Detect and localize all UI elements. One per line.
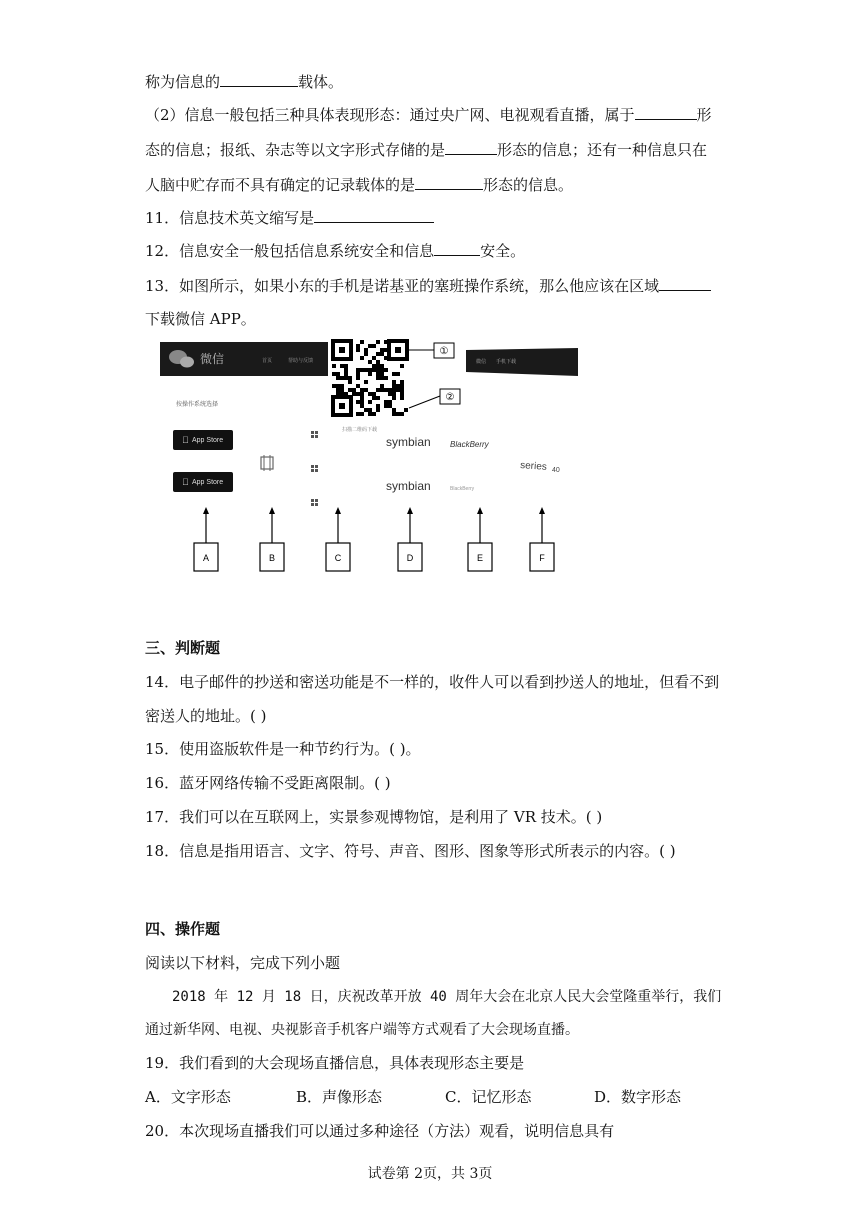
answer-blank[interactable]	[659, 276, 711, 291]
arrow-head-icon	[203, 507, 209, 514]
q19-option-a[interactable]: A．文字形态	[145, 1088, 231, 1106]
q10-line-2	[145, 104, 712, 126]
answer-blank[interactable]	[434, 241, 480, 256]
q10-line-4	[145, 174, 573, 196]
q10-line-1-text-a: 称为信息的	[145, 73, 221, 91]
q10-line-1-text-b: 载体。	[298, 73, 344, 91]
arrow-head-icon	[539, 507, 545, 514]
series-sub-label: 40	[552, 467, 560, 474]
choose-os-label: 按操作系统选择	[176, 402, 219, 408]
area-label-c: C	[334, 553, 342, 563]
q19: 19．我们看到的大会现场直播信息，具体表现形态主要是	[145, 1054, 525, 1072]
q14-line-1: 14．电子邮件的抄送和密送功能是不一样的，收件人可以看到抄送人的地址，但看不到	[145, 673, 720, 691]
answer-blank[interactable]	[445, 140, 497, 155]
q19-option-c[interactable]: C．记忆形态	[445, 1088, 532, 1106]
q10-line-4-text-a: 人脑中贮存而不具有确定的记录载体的是	[145, 176, 416, 194]
nav-item-help: 帮助与反馈	[288, 358, 314, 364]
arrow-head-icon	[335, 507, 341, 514]
area-label-e: E	[476, 553, 484, 563]
q15: 15．使用盗版软件是一种节约行为。( )。	[145, 740, 421, 758]
answer-blank[interactable]	[220, 72, 298, 87]
page-footer: 试卷第 2页，共 3页	[367, 1166, 493, 1182]
apple-icon	[182, 477, 189, 487]
section-title-judgment: 三、判断题	[145, 639, 221, 657]
right-bar-text-1: 微信	[476, 359, 487, 365]
appstore-text-2: App Store	[192, 479, 224, 486]
windows-icon	[311, 465, 318, 472]
q18: 18．信息是指用语言、文字、符号、声音、图形、图象等形式所表示的内容。( )	[145, 842, 676, 860]
q20: 20．本次现场直播我们可以通过多种途径（方法）观看，说明信息具有	[145, 1122, 615, 1140]
header-title: 微信	[200, 352, 225, 366]
android-icon	[261, 455, 273, 471]
appstore-text-1: App Store	[192, 437, 224, 444]
q11	[145, 207, 434, 229]
q12-text-a: 12．信息安全一般包括信息系统安全和信息	[145, 242, 435, 260]
arrow-head-icon	[477, 507, 483, 514]
area-label-a: A	[202, 553, 210, 563]
callout-label-2: ②	[445, 392, 455, 403]
callout-label-1: ①	[439, 346, 449, 357]
q16: 16．蓝牙网络传输不受距离限制。( )	[145, 774, 391, 792]
answer-blank[interactable]	[314, 208, 434, 223]
wechat-download-figure	[160, 338, 588, 580]
qr-code-icon	[332, 340, 408, 416]
right-bar-text-2: 手机下载	[496, 359, 517, 365]
q10-line-2-text-a: （2）信息一般包括三种具体表现形态：通过央广网、电视观看直播，属于	[145, 106, 635, 124]
answer-blank[interactable]	[635, 105, 697, 120]
arrow-head-icon	[407, 507, 413, 514]
q14-line-2: 密送人的地址。( )	[145, 707, 267, 725]
q19-option-b[interactable]: B．声像形态	[296, 1088, 383, 1106]
q19-option-d[interactable]: D．数字形态	[594, 1088, 682, 1106]
series-label: series	[519, 460, 548, 473]
material-line-2: 通过新华网、电视、央视影音手机客户端等方式观看了大会现场直播。	[145, 1022, 579, 1038]
windows-icon	[311, 431, 318, 438]
q10-line-3	[145, 139, 707, 161]
q17: 17．我们可以在互联网上，实景参观博物馆，是利用了 VR 技术。( )	[145, 808, 603, 826]
area-label-d: D	[406, 553, 414, 563]
area-label-b: B	[268, 553, 276, 563]
q10-line-3-text-a: 态的信息；报纸、杂志等以文字形式存储的是	[145, 141, 446, 159]
callout-arrow-2	[409, 396, 440, 408]
area-label-f: F	[539, 553, 545, 563]
material-line-1: 2018 年 12 月 18 日，庆祝改革开放 40 周年大会在北京人民大会堂隆重举行，我们	[172, 989, 722, 1005]
q10-line-4-text-b: 形态的信息。	[483, 176, 574, 194]
q13-line-1	[145, 275, 711, 297]
symbian-label-1: symbian	[386, 435, 431, 449]
nav-item-home: 首页	[262, 358, 273, 364]
windows-icon	[311, 499, 318, 506]
q13-text: 13．如图所示，如果小东的手机是诺基亚的塞班操作系统，那么他应该在区域	[145, 277, 660, 295]
q10-line-2-text-b: 形	[696, 106, 712, 124]
q10-line-1	[145, 71, 343, 93]
symbian-label-2: symbian	[386, 479, 431, 493]
blackberry-sub-label: BlackBerry	[450, 486, 475, 492]
q10-line-3-text-b: 形态的信息；还有一种信息只在	[497, 141, 708, 159]
qr-caption: 扫描二维码下载	[342, 427, 378, 433]
q11-text: 11．信息技术英文缩写是	[145, 209, 315, 227]
apple-icon	[182, 435, 189, 445]
section-title-operation: 四、操作题	[145, 920, 221, 938]
arrow-head-icon	[269, 507, 275, 514]
material-intro: 阅读以下材料，完成下列小题	[145, 954, 341, 972]
area-markers	[194, 507, 554, 571]
q12	[145, 240, 525, 262]
answer-blank[interactable]	[415, 175, 483, 190]
q12-text-b: 安全。	[480, 242, 526, 260]
blackberry-label: BlackBerry	[450, 440, 489, 449]
q13-line-2: 下载微信 APP。	[145, 310, 256, 328]
